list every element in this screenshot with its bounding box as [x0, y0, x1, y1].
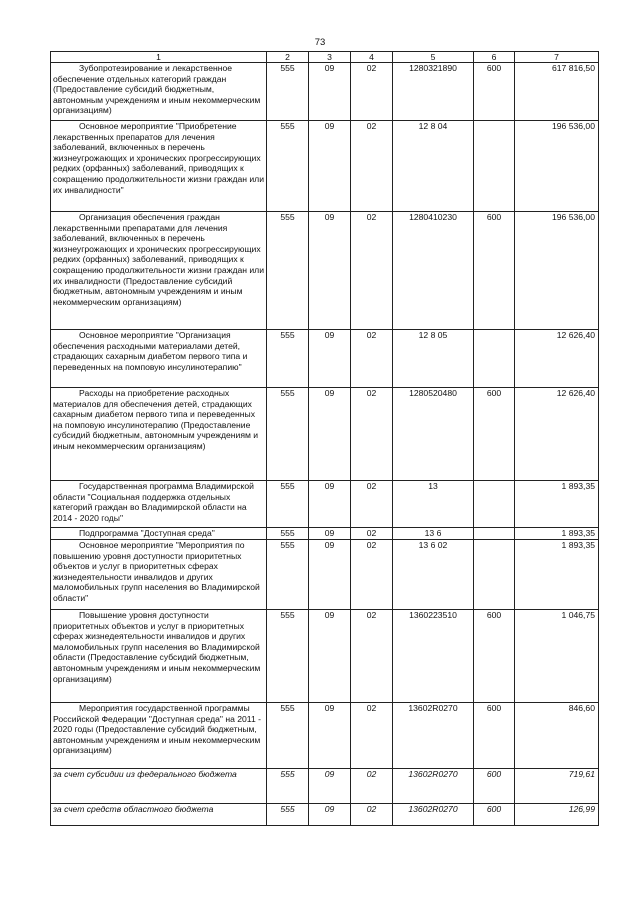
cell-ministry: 555 — [267, 769, 309, 804]
cell-section: 09 — [309, 121, 351, 212]
table-row — [51, 481, 599, 528]
cell-expense-type — [474, 121, 515, 212]
cell-amount: 196 536,00 — [515, 212, 599, 330]
cell-subsection: 02 — [351, 330, 393, 388]
table-row — [51, 703, 599, 769]
cell-amount: 846,60 — [515, 703, 599, 769]
cell-amount: 1 046,75 — [515, 610, 599, 703]
cell-amount: 126,99 — [515, 804, 599, 826]
cell-expense-type: 600 — [474, 610, 515, 703]
cell-expense-type: 600 — [474, 804, 515, 826]
cell-ministry: 555 — [267, 481, 309, 528]
cell-amount: 1 893,35 — [515, 540, 599, 610]
cell-target: 13 6 — [393, 528, 474, 540]
table-row — [51, 610, 599, 703]
cell-ministry: 555 — [267, 703, 309, 769]
cell-section: 09 — [309, 528, 351, 540]
page-number: 73 — [314, 37, 326, 48]
table-row — [51, 63, 599, 121]
row-name: Подпрограмма "Доступная среда" — [79, 528, 215, 538]
cell-expense-type: 600 — [474, 769, 515, 804]
cell-amount: 1 893,35 — [515, 481, 599, 528]
row-name: Организация обеспечения граждан лекарственными препаратами для лечения заболеваний, включенных в перечень жизнеугрожающих и хронических прогрессирующих редких (орфанных) заболеваний, приводящих к сокращению продолжительности жизни граждан или их инвалидности (Предоставление субсидий бюджетным, автономным учреждениям и иным некоммерческим организациям) — [53, 212, 264, 307]
cell-target: 1360223510 — [393, 610, 474, 703]
cell-amount: 719,61 — [515, 769, 599, 804]
cell-expense-type: 600 — [474, 63, 515, 121]
cell-target: 13 6 02 — [393, 540, 474, 610]
cell-section: 09 — [309, 804, 351, 826]
cell-expense-type: 600 — [474, 703, 515, 769]
row-name: Основное мероприятие "Мероприятия по повышению уровня доступности приоритетных объектов и услуг в приоритетных сферах жизнедеятельности инвалидов и других маломобильных групп населения во Владимирской области" — [53, 540, 260, 603]
cell-ministry: 555 — [267, 212, 309, 330]
row-name: Расходы на приобретение расходных материалов для обеспечения детей, страдающих сахарным диабетом первого типа и переведенных на помповую инсулинотерапию (Предоставление субсидий бюджетным, автономным учреждениям и иным некоммерческим организациям) — [53, 388, 259, 451]
row-name: Зубопротезирование и лекарственное обеспечение отдельных категорий граждан (Предоставление субсидий бюджетным, автономным учреждениям и иным некоммерческим организациям) — [53, 63, 261, 116]
cell-expense-type — [474, 481, 515, 528]
cell-section: 09 — [309, 388, 351, 481]
cell-target: 13602R0270 — [393, 703, 474, 769]
cell-section: 09 — [309, 703, 351, 769]
cell-section: 09 — [309, 63, 351, 121]
cell-section: 09 — [309, 769, 351, 804]
cell-expense-type — [474, 528, 515, 540]
cell-subsection: 02 — [351, 528, 393, 540]
cell-expense-type: 600 — [474, 212, 515, 330]
row-name: Основное мероприятие "Организация обеспечения расходными материалами детей, страдающих сахарным диабетом первого типа и переведенных на помповую инсулинотерапию" — [53, 330, 248, 372]
cell-target: 13602R0270 — [393, 769, 474, 804]
table-row — [51, 528, 599, 540]
cell-section: 09 — [309, 540, 351, 610]
cell-target: 12 8 05 — [393, 330, 474, 388]
header-cell: 2 — [267, 52, 309, 63]
cell-ministry: 555 — [267, 804, 309, 826]
row-name: за счет субсидии из федерального бюджета — [51, 769, 267, 804]
cell-subsection: 02 — [351, 388, 393, 481]
table-row — [51, 330, 599, 388]
cell-subsection: 02 — [351, 481, 393, 528]
cell-section: 09 — [309, 481, 351, 528]
cell-ministry: 555 — [267, 388, 309, 481]
header-cell: 7 — [515, 52, 599, 63]
cell-amount: 196 536,00 — [515, 121, 599, 212]
row-name: Основное мероприятие "Приобретение лекарственных препаратов для лечения заболеваний, включенных в перечень жизнеугрожающих и хронических прогрессирующих редких (орфанных) заболеваний, приводящих к сокращению продолжительности жизни граждан или их инвалидности" — [53, 121, 264, 195]
row-name: за счет средств областного бюджета — [51, 804, 267, 826]
cell-amount: 12 626,40 — [515, 330, 599, 388]
cell-subsection: 02 — [351, 804, 393, 826]
cell-subsection: 02 — [351, 610, 393, 703]
cell-target: 1280410230 — [393, 212, 474, 330]
cell-section: 09 — [309, 212, 351, 330]
row-name: Мероприятия государственной программы Российской Федерации "Доступная среда" на 2011 - 2020 годы (Предоставление субсидий бюджетным, автономным учреждениям и иным некоммерческим организациям) — [53, 703, 261, 756]
cell-target: 13 — [393, 481, 474, 528]
cell-expense-type — [474, 330, 515, 388]
cell-target: 12 8 04 — [393, 121, 474, 212]
header-cell: 1 — [51, 52, 267, 63]
cell-expense-type: 600 — [474, 388, 515, 481]
cell-subsection: 02 — [351, 703, 393, 769]
cell-section: 09 — [309, 330, 351, 388]
cell-amount: 1 893,35 — [515, 528, 599, 540]
cell-subsection: 02 — [351, 63, 393, 121]
cell-subsection: 02 — [351, 769, 393, 804]
cell-ministry: 555 — [267, 121, 309, 212]
cell-amount: 617 816,50 — [515, 63, 599, 121]
row-name: Государственная программа Владимирской области "Социальная поддержка отдельных категорий граждан во Владимирской области на 2014 - 2020 годы" — [53, 481, 254, 523]
table-row — [51, 212, 599, 330]
table-row — [51, 121, 599, 212]
cell-target: 1280321890 — [393, 63, 474, 121]
table-row — [51, 388, 599, 481]
header-cell: 6 — [474, 52, 515, 63]
cell-subsection: 02 — [351, 540, 393, 610]
cell-ministry: 555 — [267, 330, 309, 388]
table-row — [51, 804, 599, 826]
cell-ministry: 555 — [267, 540, 309, 610]
header-cell: 4 — [351, 52, 393, 63]
header-row — [51, 52, 599, 63]
cell-target: 1280520480 — [393, 388, 474, 481]
cell-expense-type — [474, 540, 515, 610]
cell-amount: 12 626,40 — [515, 388, 599, 481]
cell-subsection: 02 — [351, 121, 393, 212]
cell-subsection: 02 — [351, 212, 393, 330]
budget-table — [50, 51, 599, 826]
table-row — [51, 769, 599, 804]
cell-target: 13602R0270 — [393, 804, 474, 826]
header-cell: 3 — [309, 52, 351, 63]
cell-ministry: 555 — [267, 610, 309, 703]
cell-ministry: 555 — [267, 63, 309, 121]
row-name: Повышение уровня доступности приоритетных объектов и услуг в приоритетных сферах жизнедеятельности инвалидов и других маломобильных групп населения во Владимирской области (Предоставление субсидий бюджетным, автономным учреждениям и иным некоммерческим организациям) — [53, 610, 261, 684]
cell-ministry: 555 — [267, 528, 309, 540]
table-row — [51, 540, 599, 610]
header-cell: 5 — [393, 52, 474, 63]
cell-section: 09 — [309, 610, 351, 703]
